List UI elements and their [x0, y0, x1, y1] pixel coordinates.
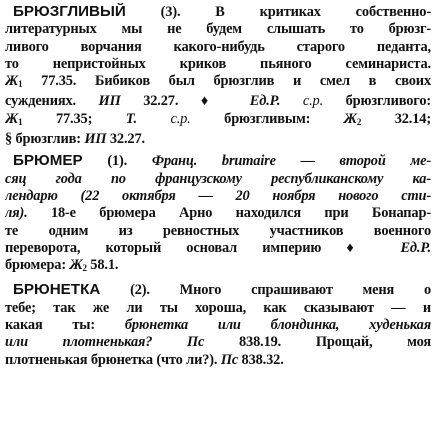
italic-text: сяц года по французскому республиканскому ка- — [5, 170, 431, 187]
body-text: литературных мы не будем слышать то брюзг- — [5, 21, 431, 38]
entry-line — [5, 73, 431, 93]
italic-text: ноября нового сти- — [272, 187, 431, 204]
body-text: то непристойных криков пьяного семинариста. — [5, 55, 431, 72]
subscript-number: 1 — [18, 116, 23, 127]
body-text: плотненькая брюнетка (что ли?). — [5, 351, 221, 368]
body-text — [280, 93, 303, 109]
italic-text: ля). — [5, 205, 51, 222]
italic-text: или плотненькая? — [5, 334, 188, 351]
body-text: 32.27. — [106, 131, 145, 148]
entry-line — [5, 131, 431, 148]
headword: БРЮМЕР — [13, 152, 83, 170]
body-text: брюзгливого: — [323, 93, 431, 110]
entry-line — [5, 352, 431, 369]
subscript-number: 2 — [82, 263, 87, 274]
body-text: (2). Много спрашивают меня о — [100, 282, 431, 299]
body-text: 838.32. — [238, 351, 284, 368]
body-text: тебе; так же ли ты хороша, как сказывают — и — [5, 299, 431, 316]
entry-line — [5, 3, 431, 21]
body-text: 32.14; — [361, 110, 431, 127]
body-text: 838.19. Прощай, моя — [204, 334, 431, 351]
entry-line — [5, 39, 431, 56]
body-text: 58.1. — [86, 257, 119, 274]
entry-line — [5, 188, 431, 205]
body-text: какая ты: — [5, 317, 125, 334]
italic-text: Ж — [5, 73, 19, 90]
body-text — [137, 111, 171, 127]
dictionary-entry-bryumer — [5, 152, 431, 277]
italic-text: Ж — [69, 257, 83, 274]
dictionary-entry-bryunetka — [5, 281, 431, 368]
body-text: (1). — [82, 153, 152, 170]
dictionary-page — [5, 3, 431, 373]
italic-text: Т. — [125, 110, 137, 127]
italic-text: Пс — [220, 351, 239, 368]
entry-line — [5, 281, 431, 299]
entry-line — [5, 56, 431, 73]
italic-text: лендарю (22 — [5, 187, 123, 204]
body-text: переворота, который основал империю ♦ — [5, 239, 401, 256]
entry-line — [5, 257, 431, 277]
entry-line — [5, 171, 431, 188]
body-text: 18-е брюмера Арно находился при Бонапар- — [50, 205, 431, 222]
italic-text: ИП — [98, 93, 121, 110]
italic-text: Франц. brumaire — второй ме- — [151, 153, 431, 170]
subscript-number: 1 — [18, 79, 23, 90]
italic-text: Ед.Р. — [400, 239, 431, 256]
body-text: 77.35; — [22, 110, 126, 127]
italic-text: Пс — [187, 334, 205, 351]
entry-line — [5, 21, 431, 38]
italic-text: ИП — [84, 131, 107, 148]
entry-line — [5, 93, 431, 110]
entry-line — [5, 240, 431, 257]
italic-text: Ед.Р. — [249, 93, 281, 110]
italic-text: Ж — [5, 110, 19, 127]
headword: БРЮЗГЛИВЫЙ — [13, 3, 126, 20]
entry-line — [5, 152, 431, 170]
body-text: брюмера: — [5, 257, 70, 274]
body-text: 32.27. ♦ — [120, 93, 250, 110]
body-text: суждениях. — [5, 93, 99, 110]
body-text: брюзгливым: — [190, 110, 344, 127]
body-text: те одним из ревностных участников военного — [5, 222, 431, 239]
entry-line — [5, 111, 431, 131]
entry-line — [5, 317, 431, 334]
entry-line — [5, 334, 431, 351]
entry-line — [5, 205, 431, 222]
body-text: (3). В критиках собственно- — [125, 4, 431, 20]
italic-text: Ж — [343, 110, 357, 127]
body-text: ливого ворчания какого-нибудь старого педанта, — [5, 38, 431, 55]
dictionary-entry-bryuzglivyi — [5, 3, 431, 148]
headword: БРЮНЕТКА — [13, 281, 101, 299]
entry-line — [5, 223, 431, 240]
body-text: 77.35. Бибиков был брюзглив и смел в своих — [22, 73, 431, 90]
body-text: § брюзглив: — [5, 131, 85, 148]
italic-text: октября — 20 — [122, 187, 273, 204]
entry-line — [5, 300, 431, 317]
italic-text: с.р. — [170, 110, 191, 127]
italic-text: брюнетка или блондинка, худенькая — [124, 317, 431, 334]
italic-text: с.р. — [302, 93, 324, 110]
subscript-number: 2 — [356, 116, 362, 127]
